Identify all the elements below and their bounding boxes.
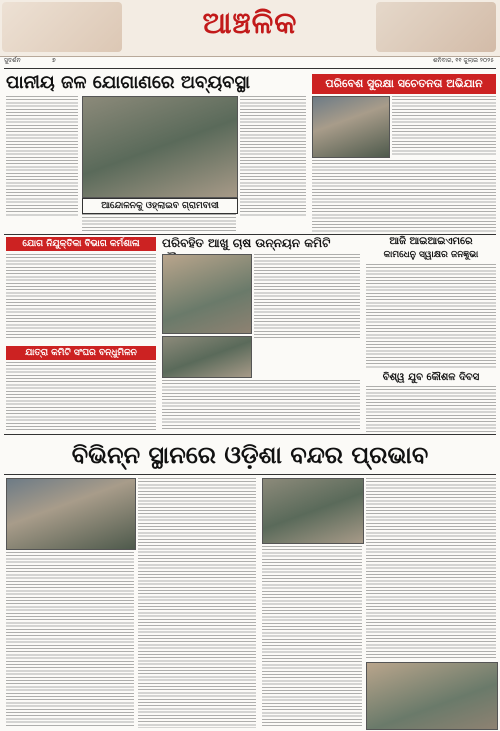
iim-headline: ଆଜି ଆଇଆଇଏମରେ [389, 236, 473, 247]
divider [4, 434, 496, 435]
iim-article-text [366, 264, 496, 368]
yoga-article-text [6, 254, 156, 338]
lead-article-text [6, 552, 134, 728]
youth-skills-headline: ବିଶ୍ୱ ଯୁବ କୌଶଳ ଦିବସ [382, 372, 480, 383]
iim-subheadline: କାମଧେନୁ ସ୍ୱାକ୍ଷର ଜନଜ୍ଞୁଭା [383, 250, 479, 260]
water-article-text [6, 96, 78, 216]
date-label: ଶନିବାର, ୧୧ ଜୁଲାଇ ୨୦୨୫ [432, 57, 494, 64]
travel-headline: ଯାତ୍ରା କମିଟି ସଂଘର ବନ୍ଧୁମିଳନ [6, 346, 156, 360]
lead-photo-3 [366, 662, 498, 730]
masthead [0, 0, 500, 57]
water-article-text-2 [240, 96, 306, 216]
lead-photo-2 [262, 478, 364, 544]
divider [4, 68, 496, 69]
environment-article-text [392, 96, 496, 156]
environment-headline: ପରିବେଶ ସୁରକ୍ଷା ସଚେତନତା ଅଭିଯାନ [312, 74, 496, 94]
water-headline: ପାନୀୟ ଜଳ ଯୋଗାଣରେ ଅବ୍ୟବସ୍ଥା [6, 72, 251, 93]
edition-label: ସୁଦର୍ଶନ [4, 57, 21, 64]
lead-article-text-3 [262, 546, 362, 728]
environment-article-text-2 [312, 160, 496, 232]
travel-article-text [6, 362, 156, 432]
ginger-headline: ପରିବହିତ ଆଖୁ ଚାଷ ଉନ୍ନୟନ କମିଟି [162, 236, 331, 250]
lead-photo [6, 478, 136, 550]
tribal-article-text [82, 214, 236, 232]
ginger-article-text [254, 254, 360, 338]
ginger-photo-2 [162, 336, 252, 378]
lead-article-text-2 [138, 478, 256, 728]
date-line [4, 57, 496, 67]
ginger-article-text-2 [162, 380, 360, 430]
tribal-headline: ଆନ୍ଦୋଳନକୁ ଓହ୍ଲାଇବ ଗ୍ରାମବାସୀ [82, 198, 238, 214]
youth-skills-text [366, 386, 496, 432]
environment-photo [312, 96, 390, 158]
lead-headline: ବିଭିନ୍ନ ସ୍ଥାନରେ ଓଡ଼ିଶା ବନ୍ଦର ପ୍ରଭାବ [71, 440, 429, 469]
ginger-photo [162, 254, 252, 334]
yoga-headline: ଯୋଗ ନିଯୁକ୍ତିକା ବିଭାଗ କର୍ମଶାଳା [6, 237, 156, 251]
lead-article-text-4 [366, 478, 496, 658]
water-photo [82, 96, 238, 198]
page-title: ଆଞ୍ଚଳିକ [202, 6, 298, 41]
page-number: ୭ [52, 57, 56, 64]
divider [4, 234, 496, 235]
divider [4, 474, 496, 475]
